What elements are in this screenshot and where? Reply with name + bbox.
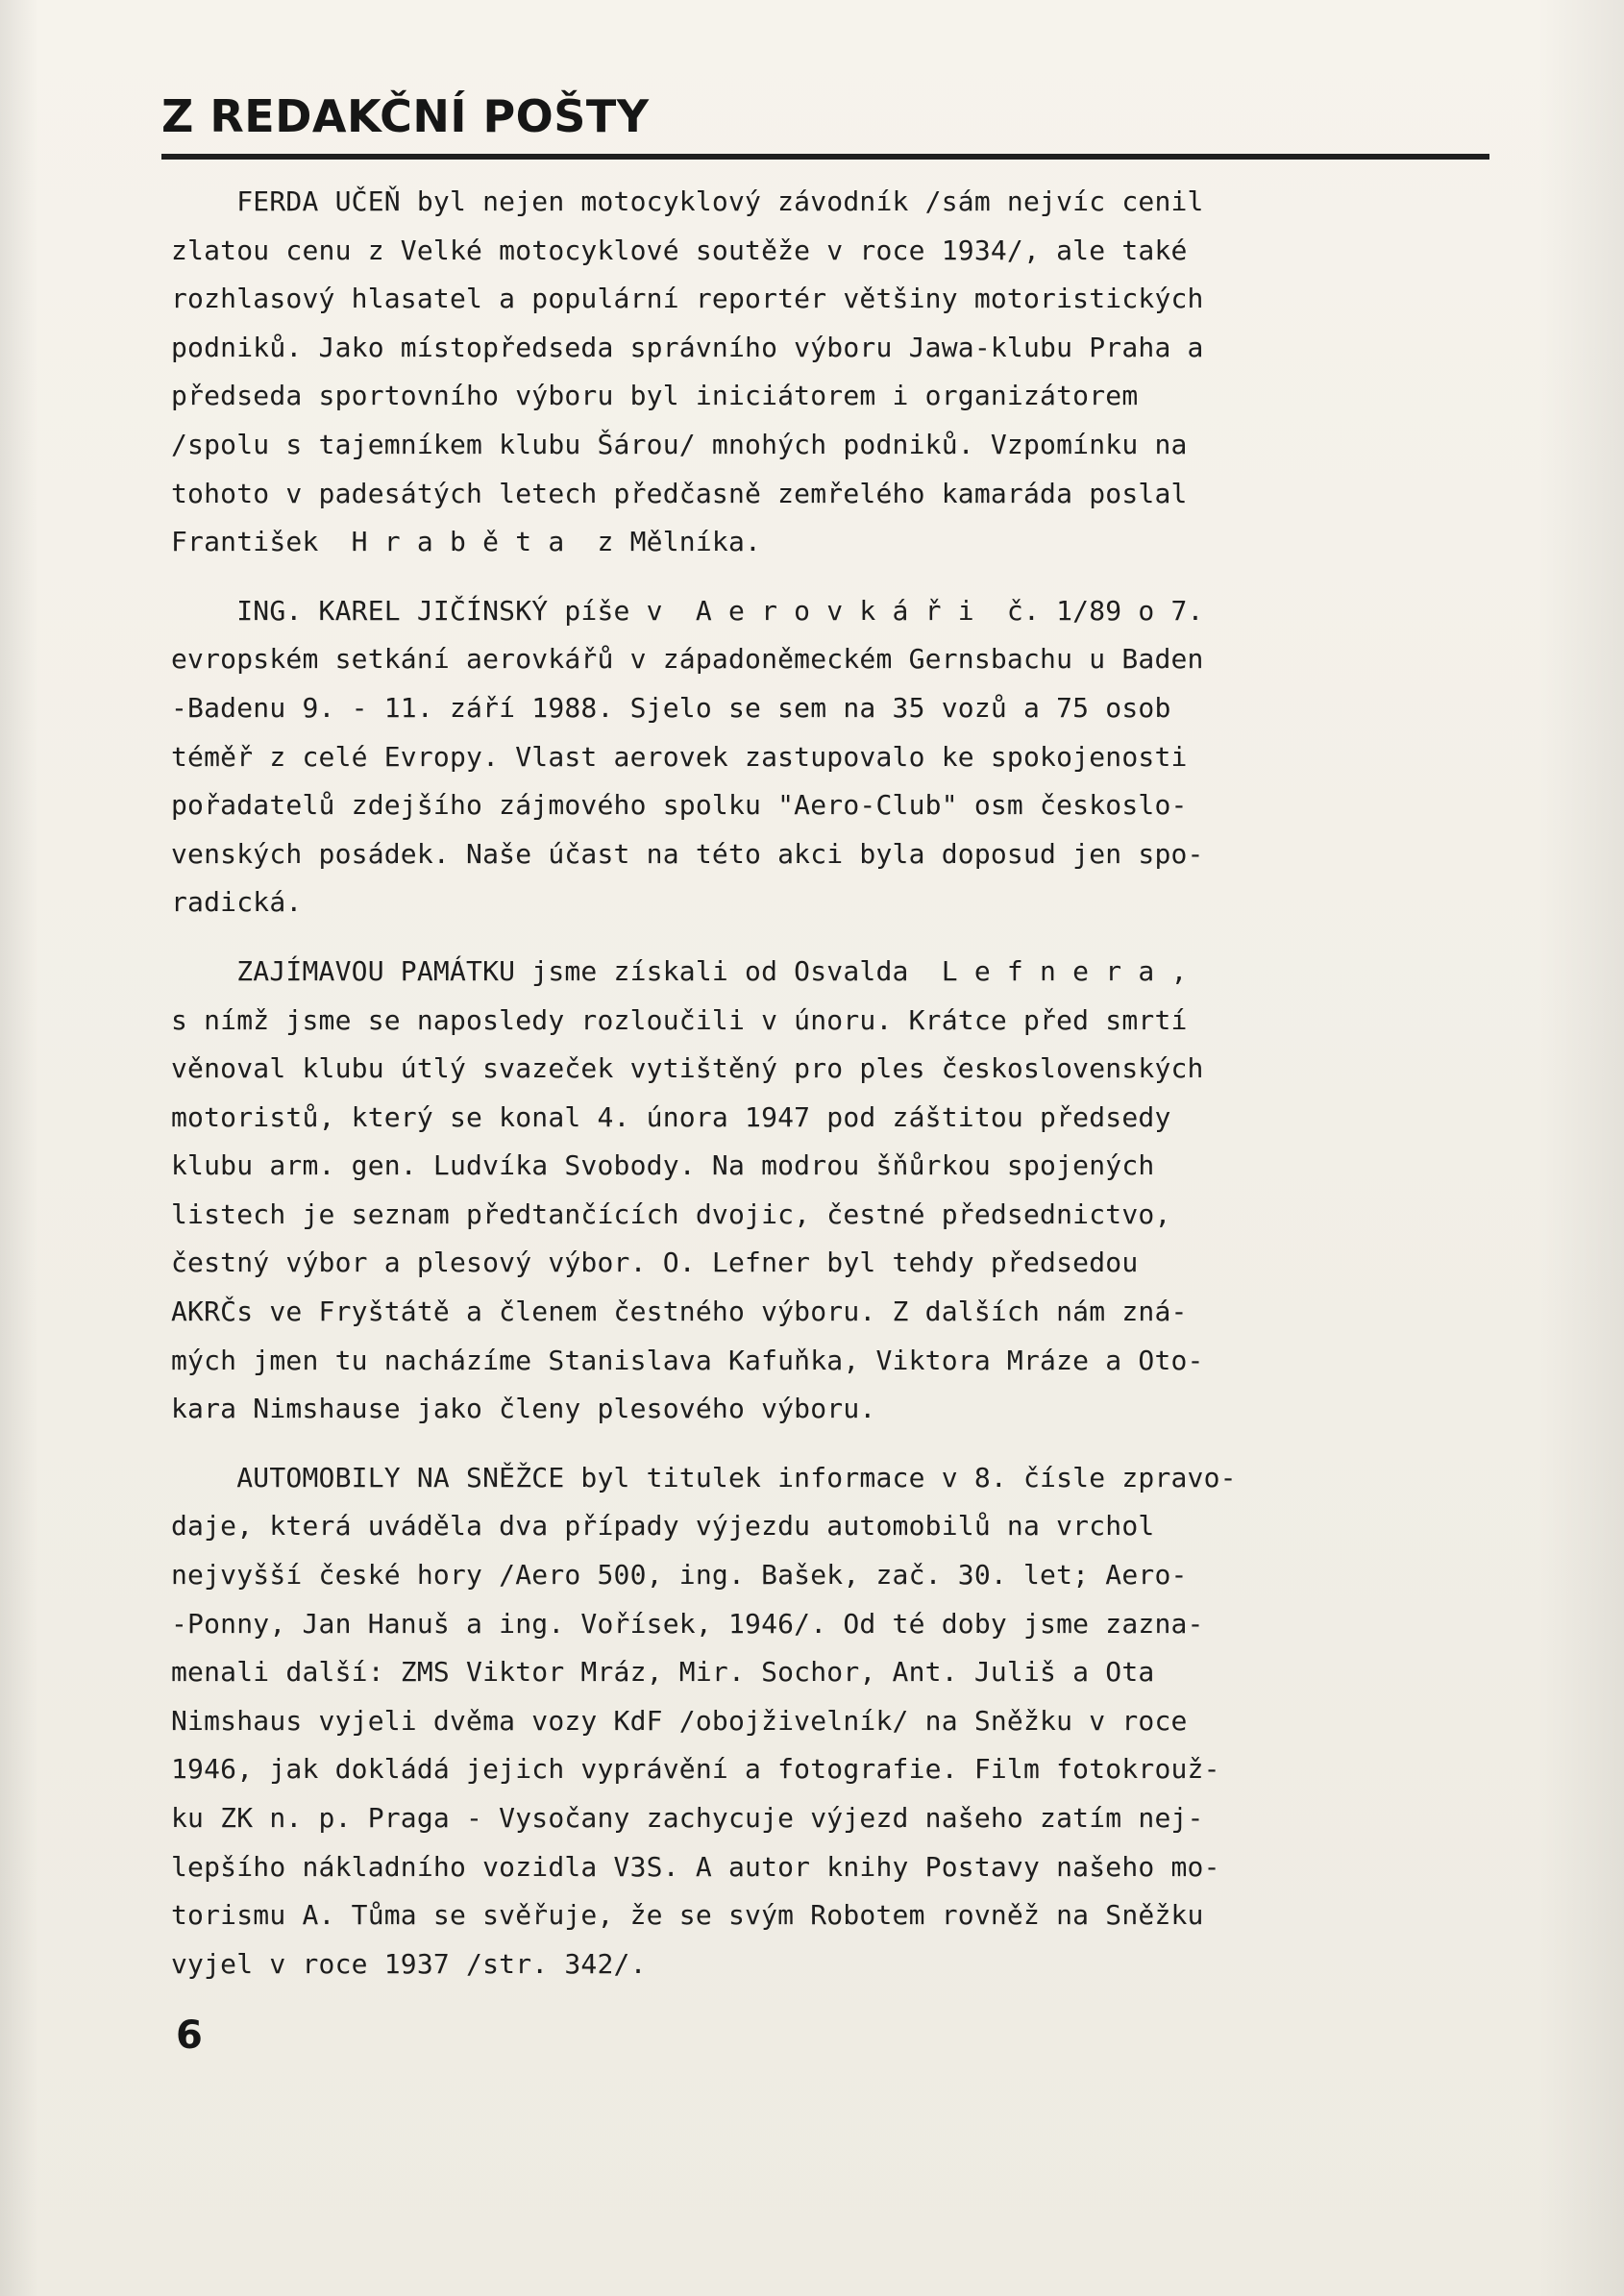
text-line: nejvyšší české hory /Aero 500, ing. Bašek, zač. 30. let; Aero- — [171, 1559, 1188, 1592]
text-line: čestný výbor a plesový výbor. O. Lefner byl tehdy předsedou — [171, 1247, 1139, 1279]
text-line: zlatou cenu z Velké motocyklové soutěže v roce 1934/, ale také — [171, 234, 1188, 266]
text-line: pořadatelů zdejšího zájmového spolku "Aero-Club" osm českoslo- — [171, 789, 1188, 822]
text-line: -Ponny, Jan Hanuš a ing. Vořísek, 1946/. Od té doby jsme zazna- — [171, 1607, 1204, 1640]
header-rule — [161, 154, 1489, 160]
text-line: torismu A. Tůma se svěřuje, že se svým Robotem rovněž na Sněžku — [171, 1899, 1204, 1932]
text-line: ku ZK n. p. Praga - Vysočany zachycuje výjezd našeho zatím nej- — [171, 1802, 1204, 1834]
text-line: rozhlasový hlasatel a populární reportér většiny motoristických — [171, 283, 1204, 315]
section-title: Z REDAKČNÍ POŠTY — [161, 90, 650, 142]
page-edge-shadow — [1538, 0, 1624, 2296]
page-number: 6 — [176, 2013, 203, 2058]
text-line: AKRČs ve Fryštátě a členem čestného výboru. Z dalších nám zná- — [171, 1296, 1188, 1328]
paragraph-ing-karel-jicinsky — [171, 587, 1420, 927]
paragraph-zajimavou-pamatku — [171, 948, 1420, 1434]
text-line: předseda sportovního výboru byl iniciátorem i organizátorem — [171, 380, 1139, 412]
text-line: ING. KAREL JIČÍNSKÝ píše v A e r o v k á ř i č. 1/89 o 7. — [171, 594, 1204, 627]
text-line: menali další: ZMS Viktor Mráz, Mir. Sochor, Ant. Juliš a Ota — [171, 1656, 1155, 1689]
text-line: klubu arm. gen. Ludvíka Svobody. Na modrou šňůrkou spojených — [171, 1149, 1155, 1182]
text-line: vyjel v roce 1937 /str. 342/. — [171, 1947, 647, 1980]
text-line: FERDA UČEŇ byl nejen motocyklový závodník /sám nejvíc cenil — [171, 185, 1204, 217]
section-header — [161, 90, 1489, 142]
text-line: s nímž jsme se naposledy rozloučili v únoru. Krátce před smrtí — [171, 1003, 1188, 1036]
text-line: ZAJÍMAVOU PAMÁTKU jsme získali od Osvalda L e f n e r a , — [171, 954, 1188, 987]
text-line: kara Nimshause jako členy plesového výboru. — [171, 1393, 876, 1425]
text-line: téměř z celé Evropy. Vlast aerovek zastupovalo ke spokojenosti — [171, 740, 1188, 773]
text-line: mých jmen tu nacházíme Stanislava Kafuňka, Viktora Mráze a Oto- — [171, 1344, 1204, 1376]
text-line: Nimshaus vyjeli dvěma vozy KdF /obojživelník/ na Sněžku v roce — [171, 1704, 1188, 1737]
paragraph-automobily-na-snezce — [171, 1454, 1420, 1989]
text-line: 1946, jak dokládá jejich vyprávění a fotografie. Film fotokrouž- — [171, 1753, 1220, 1786]
text-line: tohoto v padesátých letech předčasně zemřelého kamaráda poslal — [171, 477, 1188, 509]
text-line: /spolu s tajemníkem klubu Šárou/ mnohých podniků. Vzpomínku na — [171, 428, 1188, 460]
text-line: František H r a b ě t a z Mělníka. — [171, 526, 762, 558]
text-line: venských posádek. Naše účast na této akci byla doposud jen spo- — [171, 837, 1204, 870]
text-line: podniků. Jako místopředseda správního výboru Jawa-klubu Praha a — [171, 331, 1204, 363]
text-line: motoristů, který se konal 4. února 1947 pod záštitou předsedy — [171, 1100, 1171, 1133]
text-line: AUTOMOBILY NA SNĚŽCE byl titulek informace v 8. čísle zpravo- — [171, 1461, 1237, 1494]
article-body — [171, 178, 1420, 2009]
text-line: evropském setkání aerovkářů v západoněmeckém Gernsbachu u Baden — [171, 643, 1204, 676]
text-line: -Badenu 9. - 11. září 1988. Sjelo se sem na 35 vozů a 75 osob — [171, 691, 1171, 724]
paragraph-ferda-ucen — [171, 178, 1420, 567]
text-line: daje, která uváděla dva případy výjezdu automobilů na vrchol — [171, 1510, 1155, 1543]
text-line: radická. — [171, 886, 303, 919]
text-line: věnoval klubu útlý svazeček vytištěný pro ples československých — [171, 1052, 1204, 1085]
text-line: lepšího nákladního vozidla V3S. A autor knihy Postavy našeho mo- — [171, 1850, 1220, 1883]
text-line: listech je seznam předtančících dvojic, čestné předsednictvo, — [171, 1197, 1171, 1230]
